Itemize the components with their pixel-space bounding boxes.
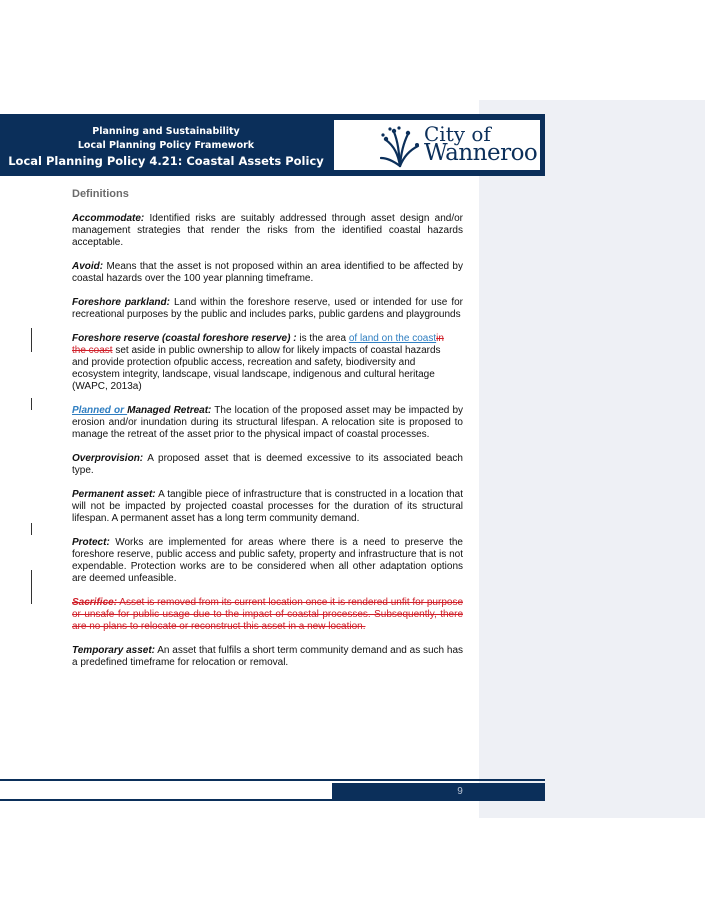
definition-managed-retreat bbox=[72, 405, 463, 441]
markup-pane bbox=[479, 100, 705, 818]
definition-sacrifice-deleted bbox=[72, 597, 463, 633]
definition-text: set aside in public ownership to allow for likely impacts of coastal hazards and provide protection ofpublic access, recreation and safety, biodiversity and ecosystem integrity, landscape, visual landscape, indigenous and cultural heritage (WAPC, 2013a) bbox=[72, 345, 441, 392]
definition-foreshore-parkland bbox=[72, 297, 463, 321]
term-label: Foreshore reserve (coastal foreshore reserve) : bbox=[72, 333, 297, 344]
footer-rule bbox=[0, 779, 545, 781]
wanneroo-flower-icon bbox=[380, 124, 420, 168]
term-label: Foreshore parkland: bbox=[72, 297, 170, 308]
term-label: Temporary asset: bbox=[72, 645, 156, 656]
definition-foreshore-reserve bbox=[72, 333, 444, 393]
definition-permanent-asset bbox=[72, 489, 463, 525]
header-framework: Local Planning Policy Framework bbox=[77, 140, 255, 151]
term-label: Accommodate: bbox=[72, 213, 145, 224]
term-label: Sacrifice: bbox=[72, 597, 118, 608]
definition-accommodate bbox=[72, 213, 463, 249]
definition-text: A tangible piece of infrastructure that is constructed in a location that will not be impacted by projected coastal processes for the duration of its structural lifespan. A permanent asset has a long term community demand. bbox=[72, 489, 464, 524]
change-bar bbox=[31, 523, 32, 535]
logo-wanneroo: Wanneroo bbox=[424, 140, 538, 166]
definition-text: is the area bbox=[296, 333, 349, 344]
page-number: 9 bbox=[457, 786, 463, 797]
header-department: Planning and Sustainability bbox=[92, 126, 240, 137]
definition-text: Identified risks are suitably addressed through asset design and/or management strategies that render the risks from the identified coastal hazards acceptable. bbox=[72, 213, 463, 248]
definition-text: The location of the proposed asset may be impacted by erosion and/or inundation during its structural lifespan. A relocation site is proposed to manage the retreat of the asset prior to the physical impact of coastal processes. bbox=[72, 405, 464, 440]
definition-protect bbox=[72, 537, 463, 585]
document-body bbox=[72, 188, 463, 681]
change-bar bbox=[31, 398, 32, 410]
header-titles bbox=[0, 125, 332, 169]
tracked-deletion: in the coast bbox=[72, 333, 444, 356]
tracked-insertion: Planned or bbox=[72, 405, 128, 416]
term-label: Permanent asset: bbox=[72, 489, 156, 500]
definition-text: Means that the asset is not proposed within an area identified to be affected by coastal hazards over the 100 year planning timeframe. bbox=[72, 261, 463, 284]
tracked-insertion: of land on the coast bbox=[348, 333, 437, 344]
section-heading: Definitions bbox=[72, 188, 129, 200]
term-label: Overprovision: bbox=[72, 453, 144, 464]
term-label: Protect: bbox=[72, 537, 110, 548]
definition-temporary-asset bbox=[72, 645, 463, 669]
city-logo bbox=[334, 120, 540, 170]
definition-overprovision bbox=[72, 453, 463, 477]
definition-text: An asset that fulfils a short term community demand and as such has a predefined timeframe for relocation or removal. bbox=[72, 645, 464, 668]
logo-city-of: City of bbox=[424, 122, 491, 146]
definition-avoid bbox=[72, 261, 463, 285]
definition-text: Works are implemented for areas where there is a need to preserve the foreshore reserve, public access and public safety, property and infrastructure that is not expendable. Protection works are to be considered when all other adaptation options are deemed unfeasible. bbox=[72, 537, 463, 584]
term-label: Managed Retreat: bbox=[127, 405, 212, 416]
change-bar bbox=[31, 570, 32, 604]
term-label: Avoid: bbox=[72, 261, 104, 272]
header-policy-title: Local Planning Policy 4.21: Coastal Assets Policy bbox=[8, 154, 324, 168]
footer-rule bbox=[0, 799, 332, 801]
definition-text: Land within the foreshore reserve, used or intended for use for recreational purposes by the public and includes parks, public gardens and playgrounds bbox=[72, 297, 463, 320]
definition-text: A proposed asset that is deemed excessive to its associated beach type. bbox=[72, 453, 463, 476]
change-bar bbox=[31, 328, 32, 352]
definition-text: Asset is removed from its current location once it is rendered unfit for purpose or unsafe for public usage due to the impact of coastal processes. Subsequently, there are no plans to relocate or reconstruct this asset in a new location. bbox=[72, 597, 463, 632]
